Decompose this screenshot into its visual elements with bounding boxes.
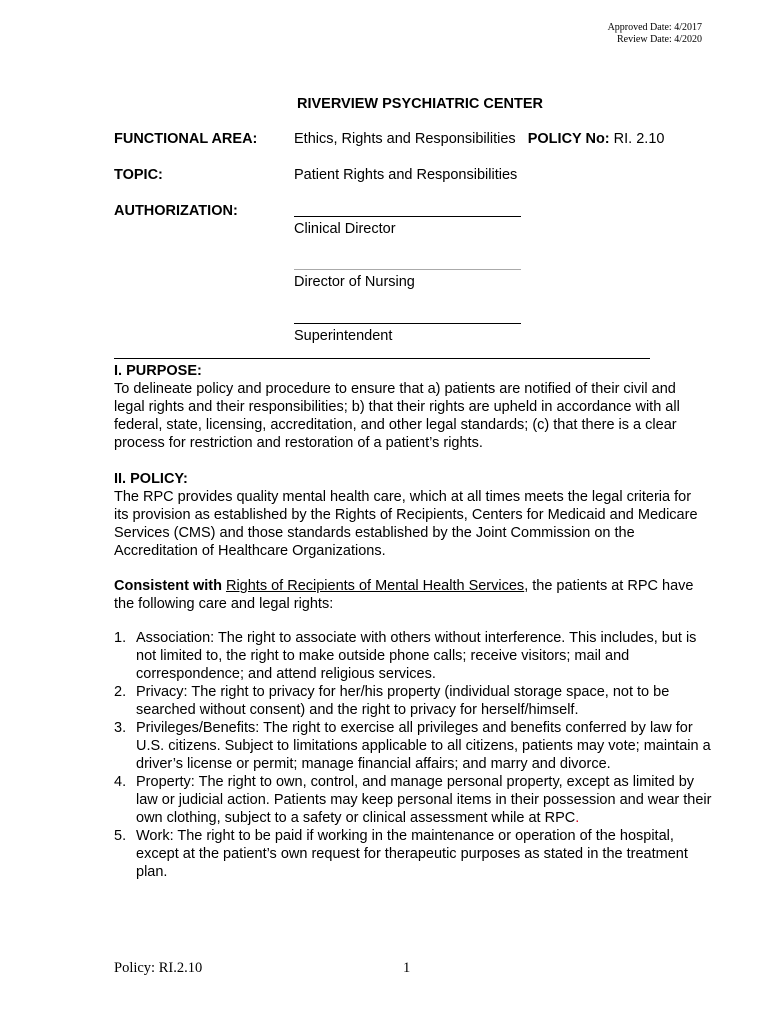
list-item-text: Privileges/Benefits: The right to exercise all privileges and benefits conferred by law for U.S. citizens. Subject to limitations applicable to all citizens, patients may vote; maintain a driver’s license or permit; manage financial affairs; and marry and divorce. <box>136 720 711 772</box>
list-item-text: Privacy: The right to privacy for her/his property (individual storage space, not to be searched without consent) and the right to privacy for herself/himself. <box>136 684 670 718</box>
authorization-label: AUTHORIZATION: <box>114 203 238 219</box>
topic-value: Patient Rights and Responsibilities <box>294 167 518 183</box>
policy-number-value: RI. 2.10 <box>613 131 665 147</box>
list-item-number: 5. <box>114 828 127 844</box>
functional-area-value <box>294 130 664 148</box>
purpose-text: To delineate policy and procedure to ensure that a) patients are notified of their civil and legal rights and their responsibilities; b) that their rights are upheld in accordance with all federal, state, licensing, accreditation, and other legal standards; (c) that there is a clear process for restriction and restoration of a patient’s rights. <box>114 381 680 451</box>
purpose-heading: I. PURPOSE: <box>114 363 202 379</box>
list-item <box>114 719 714 773</box>
signature-line-director-of-nursing <box>294 269 521 270</box>
signature-line-clinical-director <box>294 216 521 217</box>
signer-clinical-director: Clinical Director <box>294 221 396 237</box>
rights-list <box>114 629 714 881</box>
policy-text: The RPC provides quality mental health care, which at all times meets the legal criteria for its provision as established by the Rights of Recipients, Centers for Medicaid and Medicare Services (CMS) and those standards established by the Joint Commission on the Accreditation of Healthcare Organizations. <box>114 489 698 559</box>
signature-line-superintendent <box>294 323 521 324</box>
signer-director-of-nursing: Director of Nursing <box>294 274 415 290</box>
list-item-text: Work: The right to be paid if working in the maintenance or operation of the hospital, except at the patient’s own request for therapeutic purposes as stated in the treatment plan. <box>136 828 688 880</box>
consistent-with-lead: Consistent with <box>114 578 222 594</box>
list-item-text: Association: The right to associate with others without interference. This includes, but is not limited to, the right to make outside phone calls; receive visitors; mail and correspondence; and attend religious services. <box>136 630 697 682</box>
rights-of-recipients-link[interactable]: Rights of Recipients of Mental Health Services <box>225 578 525 594</box>
red-period: . <box>575 810 580 826</box>
footer-policy-number: Policy: RI.2.10 <box>114 960 203 976</box>
signer-superintendent: Superintendent <box>294 328 393 344</box>
policy-number-label: POLICY No: <box>527 131 610 147</box>
section-divider <box>114 358 650 359</box>
review-date: Review Date: 4/2020 <box>617 34 702 45</box>
approved-date: Approved Date: 4/2017 <box>607 22 702 33</box>
list-item-number: 4. <box>114 774 127 790</box>
list-item-number: 2. <box>114 684 127 700</box>
functional-area-label: FUNCTIONAL AREA: <box>114 131 258 147</box>
list-item <box>114 629 714 683</box>
topic-label: TOPIC: <box>114 167 163 183</box>
list-item <box>114 773 714 827</box>
list-item-number: 3. <box>114 720 127 736</box>
list-item <box>114 827 714 881</box>
consistent-with-rest: , the patients at RPC have the following care and legal rights: <box>114 578 694 612</box>
page-number: 1 <box>403 960 411 976</box>
list-item <box>114 683 714 719</box>
policy-heading: II. POLICY: <box>114 471 188 487</box>
list-item-text: Property: The right to own, control, and manage personal property, except as limited by law or judicial action. Patients may keep personal items in their possession and wear their own clothing, subject to a safety or clinical assessment while at RPC. <box>136 774 712 826</box>
functional-area-text: Ethics, Rights and Responsibilities <box>294 131 516 147</box>
document-title: RIVERVIEW PSYCHIATRIC CENTER <box>297 96 543 112</box>
list-item-number: 1. <box>114 630 127 646</box>
document-dates <box>608 22 702 46</box>
consistent-with-paragraph <box>114 577 694 613</box>
